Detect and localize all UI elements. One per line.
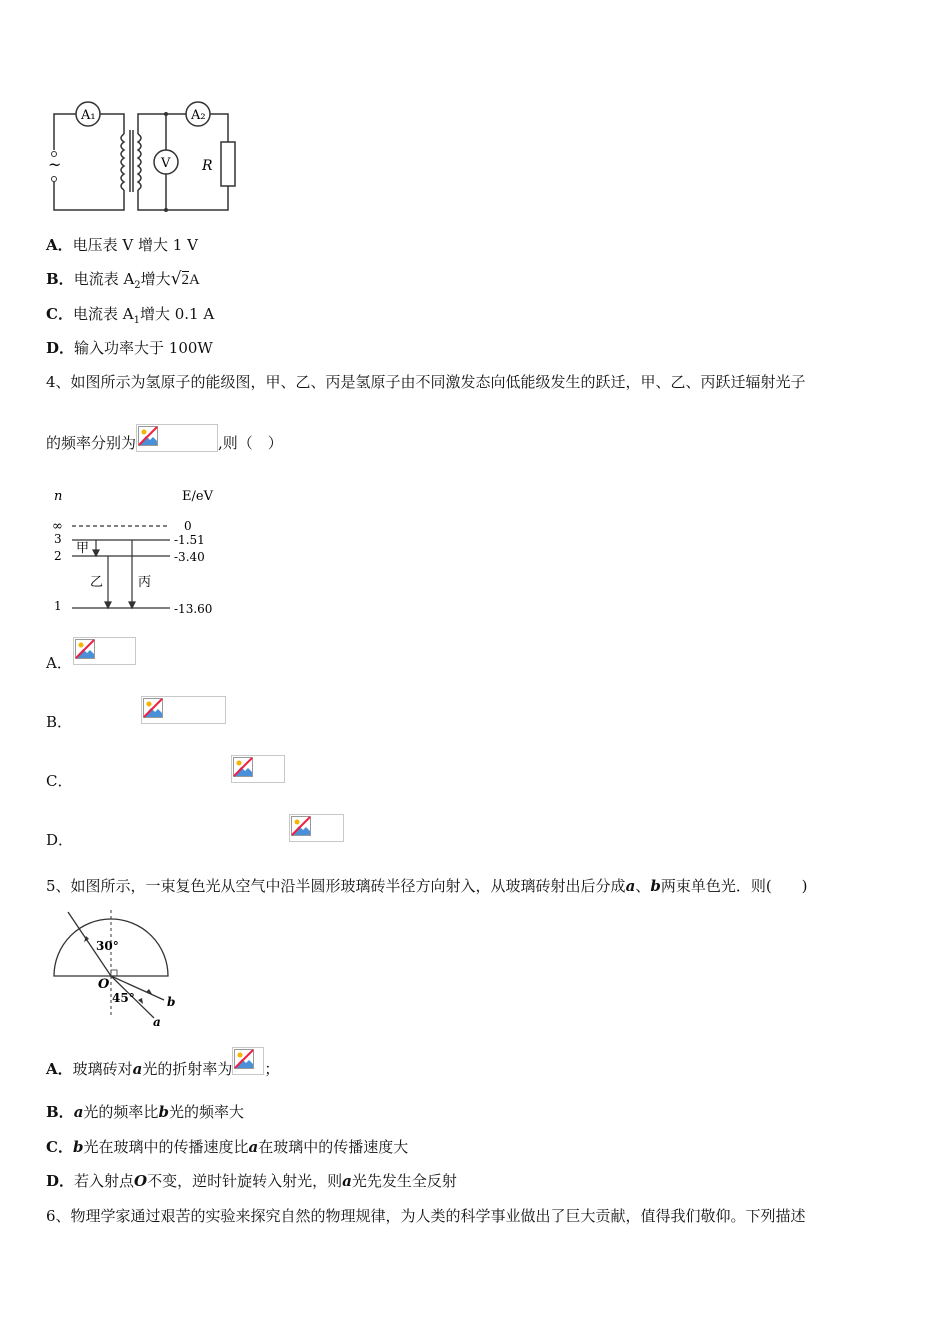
level-n-1: 1	[54, 599, 62, 613]
broken-image-icon	[73, 637, 136, 665]
q3-option-d: D．输入功率大于 100W	[46, 339, 213, 357]
q3-option-c: C．电流表 $A_1$增大 0.1 A	[46, 305, 215, 326]
level-e-1-51: -1.51	[174, 533, 205, 547]
q3-option-b: B．电流表 $A_2$增大√2A	[46, 269, 200, 291]
n-axis-label: n	[54, 489, 63, 504]
q4-option-c-label: C．	[46, 772, 73, 790]
ammeter-a1-label: A₁	[81, 108, 96, 123]
broken-image-icon	[141, 696, 226, 724]
q4-option-b-label: B．	[46, 713, 73, 731]
ac-source-symbol: ~	[48, 155, 62, 174]
energy-axis-label: E/eV	[182, 489, 213, 504]
q5-option-c: C．b光在玻璃中的传播速度比a在玻璃中的传播速度大	[46, 1138, 409, 1156]
broken-image-icon	[136, 424, 218, 452]
voltmeter-label: V	[161, 156, 171, 171]
level-e-0: 0	[184, 519, 192, 533]
q4-stem-line2: 的频率分别为 ,则（ ）	[46, 430, 283, 458]
energy-level-diagram	[46, 486, 226, 616]
level-n-3: 3	[54, 532, 62, 546]
level-e-13-60: -13.60	[174, 602, 213, 616]
q5-option-d: D．若入射点O不变，逆时针旋转入射光，则a光先发生全反射	[46, 1172, 457, 1190]
semicircle-glass-refraction-diagram	[46, 906, 186, 1026]
sqrt-sign: √	[170, 269, 182, 289]
sqrt-content: 2	[181, 272, 190, 288]
q6-stem-line1: 6、物理学家通过艰苦的实验来探究自然的物理规律，为人类的科学事业做出了巨大贡献，值得我们敬仰。下列描述	[46, 1207, 806, 1225]
resistor-label: R	[202, 158, 213, 174]
q5-option-b: B．a光的频率比b光的频率大	[46, 1103, 244, 1121]
level-n-2: 2	[54, 549, 62, 563]
level-n-inf: ∞	[52, 519, 63, 534]
broken-image-icon	[232, 1047, 264, 1075]
broken-image-icon	[231, 755, 285, 783]
angle-45-label: 45°	[112, 991, 135, 1005]
ray-b-label: b	[167, 995, 176, 1009]
q5-stem: 5、如图所示，一束复色光从空气中沿半圆形玻璃砖半径方向射入，从玻璃砖射出后分成a、b两束单色光．则( )	[46, 877, 808, 895]
q4-option-d-label: D．	[46, 831, 74, 849]
angle-30-label: 30°	[96, 939, 119, 953]
transition-jia: 甲	[76, 541, 90, 556]
q4-stem-line1: 4、如图所示为氢原子的能级图，甲、乙、丙是氢原子由不同激发态向低能级发生的跃迁，甲、乙、丙跃迁辐射光子	[46, 373, 806, 391]
q4-option-a-label: A．	[46, 654, 72, 672]
transition-yi: 乙	[90, 575, 104, 590]
transition-bing: 丙	[138, 575, 152, 590]
ammeter-a2-label: A₂	[191, 108, 206, 123]
q3-option-a: A．电压表 V 增大 1 V	[46, 236, 198, 254]
level-e-3-40: -3.40	[174, 550, 205, 564]
transformer-circuit-diagram	[44, 98, 240, 216]
ray-a-label: a	[153, 1015, 161, 1026]
q5-option-a: A．玻璃砖对a光的折射率为 ；	[46, 1056, 279, 1084]
point-o-label: O	[98, 977, 110, 992]
broken-image-icon	[289, 814, 344, 842]
